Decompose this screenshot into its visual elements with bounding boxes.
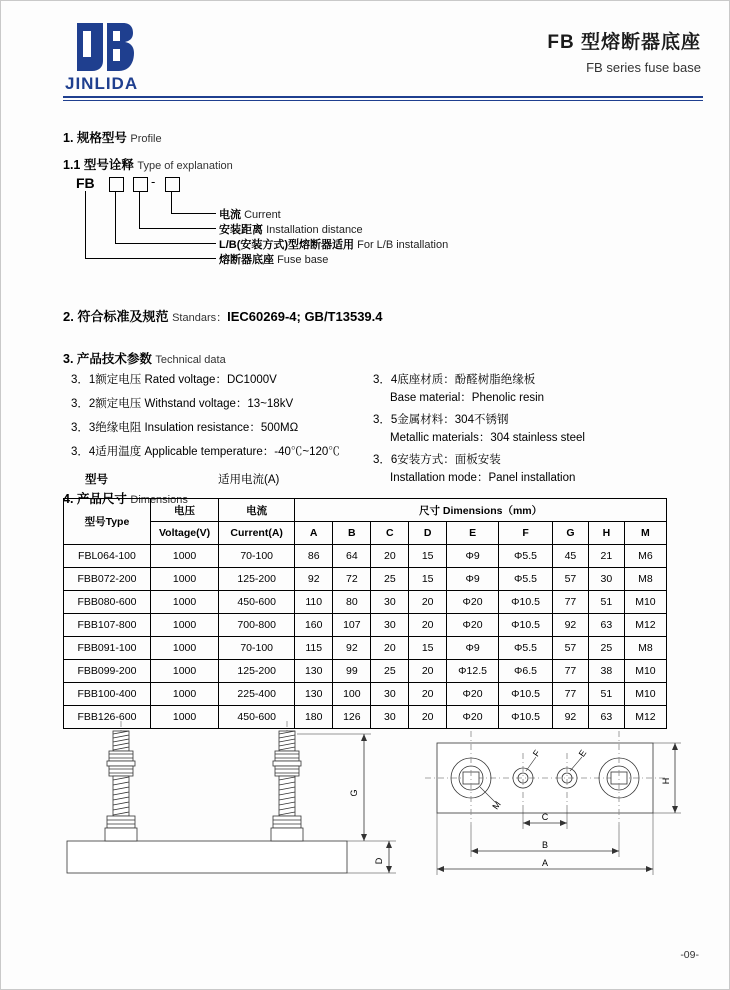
leader-line-current-v — [171, 191, 172, 213]
section-2-heading-en: Standars： — [172, 312, 228, 324]
cell-voltage: 1000 — [150, 637, 218, 660]
cell-d: 20 — [409, 591, 447, 614]
technical-line: Base material：Phenolic resin — [390, 392, 545, 404]
cell-type: FBB107-800 — [64, 614, 151, 637]
section-3-heading — [63, 349, 226, 367]
table-row — [64, 591, 667, 614]
type-prefix-label: FB — [76, 175, 95, 191]
cell-voltage: 1000 — [150, 706, 218, 729]
page-header — [1, 1, 729, 101]
technical-line: 3．1额定电压 Rated voltage：DC1000V — [71, 374, 277, 386]
legend-current-cn: 电流 — [219, 209, 241, 221]
cell-type: FBL064-100 — [64, 545, 151, 568]
cell-c: 30 — [371, 614, 409, 637]
document-title-en: FB series fuse base — [586, 60, 701, 75]
cell-voltage: 1000 — [150, 591, 218, 614]
header-dim-c: C — [371, 522, 409, 545]
header-divider — [63, 96, 703, 98]
cell-e: Φ12.5 — [447, 660, 499, 683]
section-1-1-heading-en: Type of explanation — [137, 160, 233, 172]
type-placeholder-box-2 — [133, 177, 148, 192]
technical-data-left-column — [71, 371, 371, 467]
cell-m: M10 — [624, 591, 666, 614]
type-placeholder-box-3 — [165, 177, 180, 192]
leader-line-distance-h — [139, 228, 216, 229]
section-3-heading-cn: 3. 产品技术参数 — [63, 352, 152, 366]
cell-g: 77 — [552, 591, 588, 614]
cell-g: 77 — [552, 660, 588, 683]
leader-line-base-v — [85, 191, 86, 258]
cell-h: 30 — [588, 568, 624, 591]
dim-label-h: H — [661, 777, 671, 785]
cell-c: 30 — [371, 683, 409, 706]
cell-type: FBB126-600 — [64, 706, 151, 729]
legend-base-en: Fuse base — [277, 254, 329, 266]
cell-type: FBB080-600 — [64, 591, 151, 614]
cell-b: 80 — [333, 591, 371, 614]
legend-base-cn: 熔断器底座 — [219, 254, 274, 266]
header-dim-m: M — [624, 522, 666, 545]
cell-h: 25 — [588, 637, 624, 660]
legend-distance-cn: 安装距离 — [219, 224, 263, 236]
logo-wordmark: JINLIDA — [65, 74, 139, 93]
header-voltage-cn: 电压 — [150, 499, 218, 522]
technical-line: 3．4适用温度 Applicable temperature：-40℃~120℃ — [71, 446, 340, 458]
technical-data-right-column — [373, 371, 693, 493]
cell-c: 25 — [371, 660, 409, 683]
cell-voltage: 1000 — [150, 545, 218, 568]
section-1-heading-cn: 1. 规格型号 — [63, 131, 127, 145]
leader-line-base-h — [85, 258, 216, 259]
dimensions-table — [63, 498, 667, 729]
leader-line-install-v — [115, 191, 116, 243]
logo-mark-icon — [73, 21, 135, 73]
cell-type: FBB100-400 — [64, 683, 151, 706]
header-dimensions-group: 尺寸 Dimensions（mm） — [295, 499, 667, 522]
dim-label-c: C — [541, 812, 549, 822]
cell-m: M8 — [624, 568, 666, 591]
cell-e: Φ20 — [447, 683, 499, 706]
cell-current: 450-600 — [219, 706, 295, 729]
legend-base — [219, 251, 328, 267]
cell-m: M8 — [624, 637, 666, 660]
cell-a: 130 — [295, 683, 333, 706]
cell-m: M10 — [624, 683, 666, 706]
section-1-heading — [63, 128, 162, 146]
section-1-heading-en: Profile — [130, 133, 162, 145]
section-3-heading-en: Technical data — [155, 354, 226, 366]
technical-line: 3．6安装方式：面板安装 — [373, 454, 501, 466]
cell-f: Φ5.5 — [499, 568, 553, 591]
cell-f: Φ5.5 — [499, 637, 553, 660]
cell-current: 70-100 — [219, 637, 295, 660]
table-row — [64, 614, 667, 637]
above-label-current: 适用电流(A) — [218, 474, 280, 486]
cell-c: 25 — [371, 568, 409, 591]
leader-line-install-h — [115, 243, 216, 244]
cell-c: 20 — [371, 637, 409, 660]
dim-label-f: F — [530, 748, 543, 759]
dim-label-g: G — [349, 789, 359, 797]
cell-a: 110 — [295, 591, 333, 614]
cell-b: 126 — [333, 706, 371, 729]
company-logo — [63, 21, 173, 91]
cell-g: 57 — [552, 568, 588, 591]
cell-h: 21 — [588, 545, 624, 568]
cell-current: 125-200 — [219, 660, 295, 683]
cell-f: Φ10.5 — [499, 591, 553, 614]
cell-g: 92 — [552, 614, 588, 637]
legend-install-cn: L/B(安装方式)型熔断器适用 — [219, 239, 355, 251]
table-header-row-2 — [64, 522, 667, 545]
cell-h: 63 — [588, 706, 624, 729]
legend-current — [219, 206, 281, 222]
cell-current: 225-400 — [219, 683, 295, 706]
cell-m: M12 — [624, 614, 666, 637]
cell-a: 115 — [295, 637, 333, 660]
cell-a: 130 — [295, 660, 333, 683]
section-2-standards-value: IEC60269-4; GB/T13539.4 — [227, 309, 383, 324]
cell-b: 107 — [333, 614, 371, 637]
cell-current: 450-600 — [219, 591, 295, 614]
header-current-cn: 电流 — [219, 499, 295, 522]
technical-line: Installation mode：Panel installation — [390, 472, 576, 484]
section-1-1-heading-cn: 1.1 型号诠释 — [63, 158, 134, 172]
cell-voltage: 1000 — [150, 614, 218, 637]
cell-b: 72 — [333, 568, 371, 591]
cell-f: Φ10.5 — [499, 614, 553, 637]
cell-a: 86 — [295, 545, 333, 568]
cell-e: Φ20 — [447, 614, 499, 637]
cell-m: M10 — [624, 660, 666, 683]
table-row — [64, 568, 667, 591]
dim-label-d: D — [374, 857, 384, 865]
cell-d: 20 — [409, 614, 447, 637]
cell-b: 64 — [333, 545, 371, 568]
drawing-svg — [39, 701, 691, 916]
cell-type: FBB099-200 — [64, 660, 151, 683]
header-dim-d: D — [409, 522, 447, 545]
header-dim-g: G — [552, 522, 588, 545]
cell-m: M6 — [624, 545, 666, 568]
type-explanation-diagram — [71, 169, 631, 279]
cell-d: 20 — [409, 660, 447, 683]
cell-c: 20 — [371, 545, 409, 568]
cell-f: Φ10.5 — [499, 706, 553, 729]
leader-line-current-h — [171, 213, 216, 214]
type-dash: - — [151, 174, 156, 189]
cell-d: 20 — [409, 683, 447, 706]
header-voltage-en: Voltage(V) — [150, 522, 218, 545]
cell-type: FBB072-200 — [64, 568, 151, 591]
document-title-cn: FB 型熔断器底座 — [547, 32, 701, 53]
document-title-block — [547, 27, 701, 75]
cell-g: 57 — [552, 637, 588, 660]
section-4-heading-en: Dimensions — [130, 494, 188, 506]
cell-f: Φ10.5 — [499, 683, 553, 706]
cell-e: Φ9 — [447, 637, 499, 660]
technical-line: 3．2额定电压 Withstand voltage：13~18kV — [71, 398, 294, 410]
cell-e: Φ20 — [447, 706, 499, 729]
section-2-heading — [63, 306, 383, 325]
header-dim-e: E — [447, 522, 499, 545]
table-row — [64, 637, 667, 660]
cell-e: Φ20 — [447, 591, 499, 614]
section-4-heading-cn: 4. 产品尺寸 — [63, 492, 127, 506]
cell-b: 99 — [333, 660, 371, 683]
cell-h: 51 — [588, 591, 624, 614]
legend-install-en: For L/B installation — [357, 239, 449, 251]
cell-type: FBB091-100 — [64, 637, 151, 660]
cell-e: Φ9 — [447, 545, 499, 568]
legend-current-en: Current — [244, 209, 281, 221]
cell-f: Φ6.5 — [499, 660, 553, 683]
header-dim-b: B — [333, 522, 371, 545]
technical-line: Metallic materials：304 stainless steel — [390, 432, 585, 444]
cell-d: 15 — [409, 545, 447, 568]
page-number: -09- — [680, 949, 699, 961]
table-header-row-1 — [64, 499, 667, 522]
technical-line: 3．5金属材料：304不锈钢 — [373, 414, 509, 426]
above-label-type: 型号 — [85, 474, 108, 486]
cell-b: 92 — [333, 637, 371, 660]
cell-g: 77 — [552, 683, 588, 706]
cell-d: 20 — [409, 706, 447, 729]
cell-c: 30 — [371, 591, 409, 614]
legend-distance-en: Installation distance — [266, 224, 363, 236]
technical-line: 3．3绝缘电阻 Insulation resistance：500MΩ — [71, 422, 299, 434]
type-placeholder-box-1 — [109, 177, 124, 192]
header-dim-a: A — [295, 522, 333, 545]
cell-current: 125-200 — [219, 568, 295, 591]
cell-e: Φ9 — [447, 568, 499, 591]
cell-a: 180 — [295, 706, 333, 729]
cell-c: 30 — [371, 706, 409, 729]
cell-b: 100 — [333, 683, 371, 706]
cell-voltage: 1000 — [150, 660, 218, 683]
cell-d: 15 — [409, 637, 447, 660]
leader-line-distance-v — [139, 191, 140, 228]
cell-g: 92 — [552, 706, 588, 729]
header-divider-thin — [63, 100, 703, 101]
technical-line: 3．4底座材质：酚醛树脂绝缘板 — [373, 374, 536, 386]
cell-g: 45 — [552, 545, 588, 568]
cell-h: 38 — [588, 660, 624, 683]
dim-label-e: E — [576, 747, 589, 759]
table-row — [64, 660, 667, 683]
cell-f: Φ5.5 — [499, 545, 553, 568]
cell-a: 92 — [295, 568, 333, 591]
header-dim-h: H — [588, 522, 624, 545]
legend-distance — [219, 221, 363, 237]
cell-h: 63 — [588, 614, 624, 637]
dim-label-a: A — [541, 858, 549, 868]
cell-current: 700-800 — [219, 614, 295, 637]
cell-d: 15 — [409, 568, 447, 591]
section-2-heading-cn: 2. 符合标准及规范 — [63, 309, 169, 324]
header-type: 型号Type — [64, 499, 151, 545]
dimensions-table-wrapper — [63, 498, 667, 729]
cell-m: M12 — [624, 706, 666, 729]
header-dim-f: F — [499, 522, 553, 545]
dim-label-m: M — [490, 799, 503, 812]
table-row — [64, 545, 667, 568]
cell-a: 160 — [295, 614, 333, 637]
cell-current: 70-100 — [219, 545, 295, 568]
cell-voltage: 1000 — [150, 683, 218, 706]
header-current-en: Current(A) — [219, 522, 295, 545]
legend-install — [219, 236, 448, 252]
cell-voltage: 1000 — [150, 568, 218, 591]
dimensions-table-head — [64, 499, 667, 545]
cell-h: 51 — [588, 683, 624, 706]
dim-label-b: B — [541, 840, 549, 850]
technical-drawings — [39, 701, 691, 921]
